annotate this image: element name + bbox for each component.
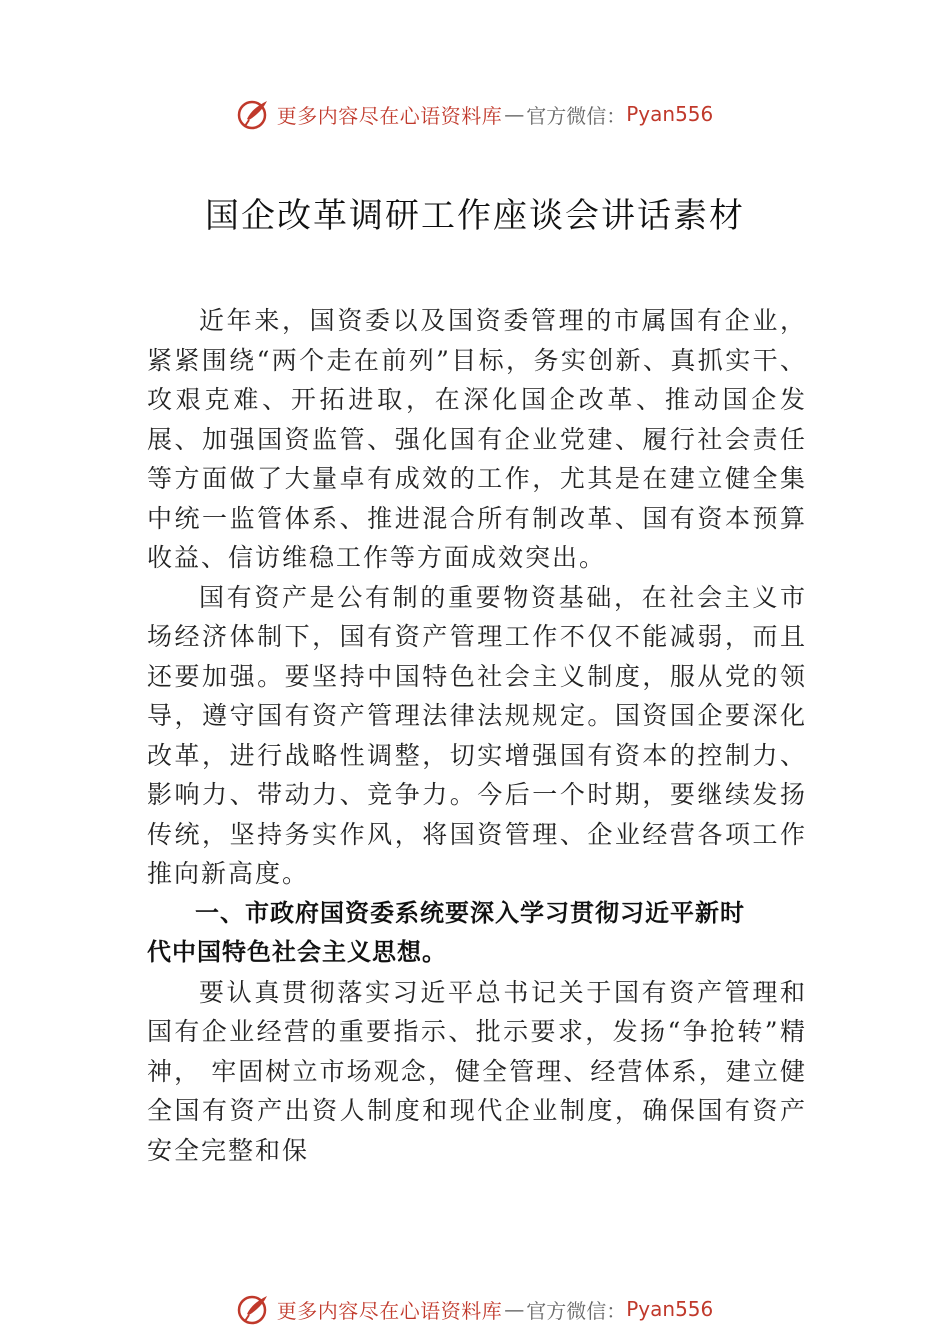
wechat-label: 官方微信： [526,1298,627,1323]
paragraph-state-assets: 国有资产是公有制的重要物资基础，在社会主义市场经济体制下，国有资产管理工作不仅不能减弱，而且还要加强。要坚持中国特色社会主义制度，服从党的领导，遵守国有资产管理法律法规规定。国资国企要深化改革，进行战略性调整，切实增强国有资本的控制力、影响力、带动力、竞争力。今后一个时期，要继续发扬传统，坚持务实作风，将国资管理、企业经营各项工作推向新高度。 [147,582,807,888]
banner-separator: — [504,1297,525,1321]
banner-separator: — [504,102,525,126]
wechat-id: Pyan556 [626,102,714,126]
paragraph-section-one: 要认真贯彻落实习近平总书记关于国有资产管理和国有企业经营的重要指示、批示要求，发扬“争抢转”精神， 牢固树立市场观念，健全管理、经营体系，建立健全国有资产出资人制度和现代企业制度，确保国有资产安全完整和保 [147,977,807,1165]
promo-text: 更多内容尽在心语资料库 [276,103,503,128]
wechat-label: 官方微信： [526,103,627,128]
document-body [147,301,807,1170]
header-banner [0,92,950,136]
section-heading: 一、市政府国资委系统要深入学习贯彻习近平新时代中国特色社会主义思想。 [147,898,745,966]
wechat-id: Pyan556 [626,1297,714,1321]
footer-banner [0,1287,950,1331]
document-title: 国企改革调研工作座谈会讲话素材 [205,196,745,236]
quill-pen-logo-icon [237,97,271,131]
quill-pen-logo-icon [237,1292,271,1326]
promo-text: 更多内容尽在心语资料库 [276,1298,503,1323]
paragraph-intro: 近年来，国资委以及国资委管理的市属国有企业，紧紧围绕“两个走在前列”目标，务实创新、真抓实干、攻艰克难、开拓进取，在深化国企改革、推动国企发展、加强国资监管、强化国有企业党建、履行社会责任等方面做了大量卓有成效的工作，尤其是在建立健全集中统一监管体系、推进混合所有制改革、国有资本预算收益、信访维稳工作等方面成效突出。 [147,306,807,572]
